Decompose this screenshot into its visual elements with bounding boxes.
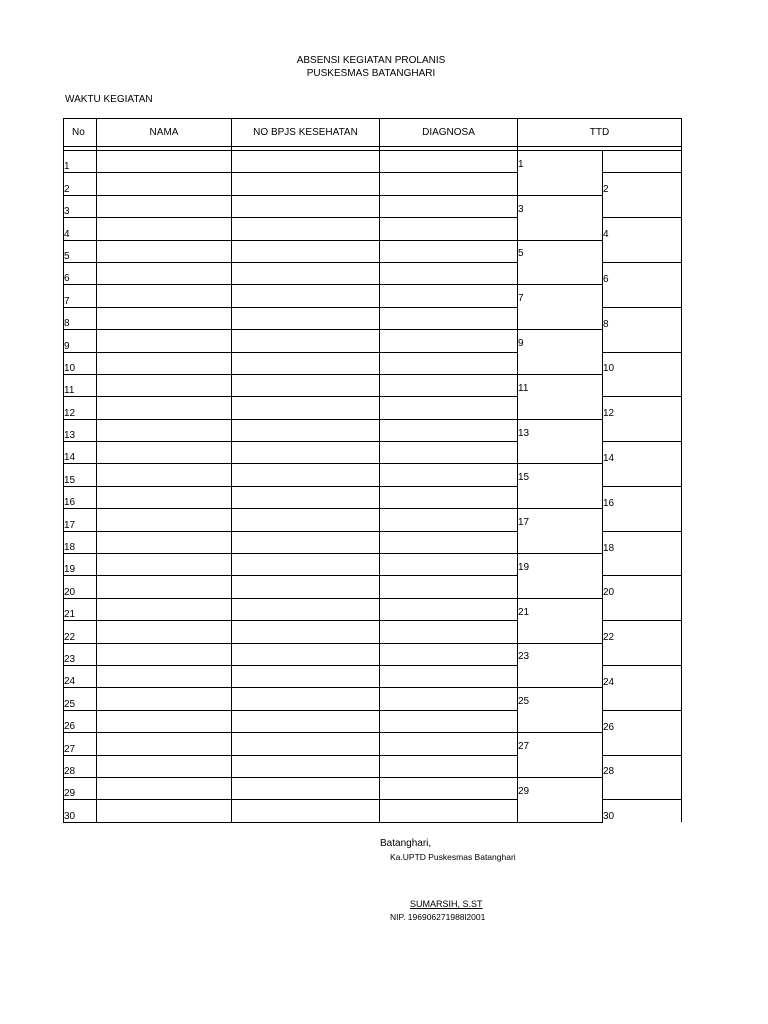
bpjs-cell[interactable] [232,733,380,755]
row-number-cell: 8 [64,307,97,329]
ttd-left-cell[interactable] [518,262,603,284]
nama-cell[interactable] [97,777,232,799]
row-number-cell: 15 [64,464,97,486]
ttd-left-cell[interactable] [518,710,603,732]
ttd-right-cell[interactable] [603,576,682,598]
ttd-right-cell[interactable] [603,755,682,777]
ttd-left-cell[interactable] [518,285,603,307]
nama-cell[interactable] [97,576,232,598]
row-number-cell: 23 [64,643,97,665]
nama-cell[interactable] [97,665,232,687]
diagnosa-cell[interactable] [380,464,518,486]
row-number-cell: 10 [64,352,97,374]
table-row [64,486,682,508]
ttd-left-number: 9 [518,338,524,350]
table-row [64,352,682,374]
ttd-left-number: 23 [518,651,530,663]
ttd-left-cell[interactable] [518,621,603,643]
ttd-right-number: 10 [603,363,615,375]
diagnosa-cell[interactable] [380,352,518,374]
ttd-right-cell[interactable] [603,397,682,419]
ttd-right-cell[interactable] [603,419,682,441]
row-number-cell: 14 [64,442,97,464]
ttd-right-cell[interactable] [603,554,682,576]
nama-cell[interactable] [97,397,232,419]
ttd-right-cell[interactable] [603,800,682,822]
diagnosa-cell[interactable] [380,755,518,777]
ttd-left-cell[interactable] [518,330,603,352]
diagnosa-cell[interactable] [380,777,518,799]
ttd-right-number: 12 [603,408,615,420]
row-number-cell: 26 [64,710,97,732]
ttd-left-cell[interactable] [518,755,603,777]
ttd-left-cell[interactable] [518,442,603,464]
ttd-left-cell[interactable] [518,352,603,374]
ttd-right-number: 4 [603,229,609,241]
table-row [64,710,682,732]
ttd-left-cell[interactable] [518,307,603,329]
table-row [64,330,682,352]
diagnosa-cell[interactable] [380,800,518,822]
diagnosa-cell[interactable] [380,665,518,687]
ttd-right-cell[interactable] [603,352,682,374]
bpjs-cell[interactable] [232,464,380,486]
bpjs-cell[interactable] [232,151,380,173]
table-row [64,307,682,329]
ttd-left-number: 11 [518,382,529,394]
row-number-cell: 19 [64,554,97,576]
bpjs-cell[interactable] [232,419,380,441]
diagnosa-cell[interactable] [380,307,518,329]
ttd-right-cell[interactable] [603,665,682,687]
table-row [64,374,682,396]
ttd-right-cell[interactable] [603,262,682,284]
table-row [64,285,682,307]
diagnosa-cell[interactable] [380,643,518,665]
diagnosa-cell[interactable] [380,621,518,643]
bpjs-cell[interactable] [232,374,380,396]
ttd-left-number: 7 [518,293,524,305]
ttd-right-cell[interactable] [603,464,682,486]
ttd-left-number: 25 [518,696,530,708]
ttd-right-cell[interactable] [603,218,682,240]
ttd-left-number: 19 [518,561,530,573]
ttd-left-cell[interactable] [518,598,603,620]
waktu-kegiatan-label: WAKTU KEGIATAN [65,94,153,105]
row-number-cell: 22 [64,621,97,643]
row-number-cell: 5 [64,240,97,262]
ttd-left-cell[interactable] [518,688,603,710]
nama-cell[interactable] [97,218,232,240]
diagnosa-cell[interactable] [380,598,518,620]
row-number-cell: 9 [64,330,97,352]
ttd-left-cell[interactable] [518,554,603,576]
table-row [64,464,682,486]
bpjs-cell[interactable] [232,195,380,217]
nama-cell[interactable] [97,195,232,217]
table-row [64,397,682,419]
ttd-right-cell[interactable] [603,173,682,195]
column-header-diagnosa: DIAGNOSA [380,119,518,147]
bpjs-cell[interactable] [232,307,380,329]
nama-cell[interactable] [97,285,232,307]
row-number-cell: 13 [64,419,97,441]
row-number-cell: 30 [64,800,97,822]
ttd-left-cell[interactable] [518,173,603,195]
ttd-right-cell[interactable] [603,195,682,217]
bpjs-cell[interactable] [232,531,380,553]
row-number-cell: 12 [64,397,97,419]
signer-name: SUMARSIH, S.ST [410,899,483,909]
ttd-left-number: 3 [518,203,524,215]
nama-cell[interactable] [97,554,232,576]
diagnosa-cell[interactable] [380,262,518,284]
table-row [64,688,682,710]
column-header-no: No [64,119,97,147]
bpjs-cell[interactable] [232,397,380,419]
column-header-ttd: TTD [518,119,682,147]
nama-cell[interactable] [97,151,232,173]
ttd-left-cell[interactable] [518,374,603,396]
nama-cell[interactable] [97,688,232,710]
title-line-1: ABSENSI KEGIATAN PROLANIS [296,55,446,66]
row-number-cell: 6 [64,262,97,284]
table-header-row [64,119,682,147]
ttd-left-number: 27 [518,741,530,753]
nama-cell[interactable] [97,352,232,374]
row-number-cell: 20 [64,576,97,598]
nama-cell[interactable] [97,486,232,508]
ttd-left-cell[interactable] [518,397,603,419]
row-number-cell: 1 [64,151,97,173]
ttd-right-cell[interactable] [603,777,682,799]
nama-cell[interactable] [97,330,232,352]
diagnosa-cell[interactable] [380,442,518,464]
nama-cell[interactable] [97,442,232,464]
table-row [64,665,682,687]
table-row [64,554,682,576]
ttd-left-number: 15 [518,472,530,484]
ttd-right-cell[interactable] [603,733,682,755]
ttd-left-number [518,819,602,822]
column-header-bpjs: NO BPJS KESEHATAN [232,119,380,147]
nama-cell[interactable] [97,755,232,777]
ttd-right-number: 22 [603,632,615,644]
ttd-right-cell[interactable] [603,151,682,173]
bpjs-cell[interactable] [232,509,380,531]
bpjs-cell[interactable] [232,554,380,576]
bpjs-cell[interactable] [232,598,380,620]
ttd-left-cell[interactable] [518,464,603,486]
ttd-left-cell[interactable] [518,777,603,799]
diagnosa-cell[interactable] [380,688,518,710]
ttd-left-number: 17 [518,517,530,529]
bpjs-cell[interactable] [232,240,380,262]
ttd-right-number: 30 [603,811,615,823]
ttd-left-number: 29 [518,785,530,797]
diagnosa-cell[interactable] [380,374,518,396]
diagnosa-cell[interactable] [380,710,518,732]
diagnosa-cell[interactable] [380,531,518,553]
table-row [64,509,682,531]
diagnosa-cell[interactable] [380,195,518,217]
ttd-left-cell[interactable] [518,576,603,598]
table-row [64,576,682,598]
nama-cell[interactable] [97,240,232,262]
table-row [64,733,682,755]
ttd-right-cell[interactable] [603,285,682,307]
diagnosa-cell[interactable] [380,509,518,531]
ttd-right-number: 28 [603,766,615,778]
table-row [64,262,682,284]
ttd-left-cell[interactable] [518,643,603,665]
signature-place: Batanghari, [380,838,432,849]
row-number-cell: 24 [64,665,97,687]
nama-cell[interactable] [97,464,232,486]
table-row [64,173,682,195]
table-row [64,419,682,441]
ttd-right-cell[interactable] [603,688,682,710]
row-number-cell: 27 [64,733,97,755]
ttd-right-cell[interactable] [603,486,682,508]
table-row [64,531,682,553]
nama-cell[interactable] [97,800,232,822]
ttd-right-cell[interactable] [603,442,682,464]
ttd-left-cell[interactable] [518,195,603,217]
nama-cell[interactable] [97,710,232,732]
diagnosa-cell[interactable] [380,576,518,598]
ttd-left-cell[interactable] [518,531,603,553]
row-number-cell: 16 [64,486,97,508]
bpjs-cell[interactable] [232,576,380,598]
ttd-right-cell[interactable] [603,330,682,352]
table-row [64,598,682,620]
ttd-right-cell[interactable] [603,621,682,643]
ttd-right-number: 18 [603,542,615,554]
nama-cell[interactable] [97,531,232,553]
nama-cell[interactable] [97,598,232,620]
table-row [64,800,682,822]
ttd-right-cell[interactable] [603,710,682,732]
ttd-right-cell[interactable] [603,240,682,262]
row-number-cell: 18 [64,531,97,553]
nama-cell[interactable] [97,733,232,755]
ttd-left-cell[interactable] [518,733,603,755]
bpjs-cell[interactable] [232,643,380,665]
diagnosa-cell[interactable] [380,285,518,307]
attendance-table [63,118,682,823]
row-number-cell: 7 [64,285,97,307]
diagnosa-cell[interactable] [380,330,518,352]
bpjs-cell[interactable] [232,621,380,643]
diagnosa-cell[interactable] [380,240,518,262]
nama-cell[interactable] [97,173,232,195]
diagnosa-cell[interactable] [380,733,518,755]
diagnosa-cell[interactable] [380,397,518,419]
bpjs-cell[interactable] [232,800,380,822]
signer-nip: NIP. 196906271988l2001 [390,912,486,922]
row-number-cell: 2 [64,173,97,195]
nama-cell[interactable] [97,643,232,665]
bpjs-cell[interactable] [232,688,380,710]
ttd-left-number: 21 [518,606,530,618]
ttd-right-number: 16 [603,497,615,509]
bpjs-cell[interactable] [232,330,380,352]
row-number-cell: 3 [64,195,97,217]
column-header-nama: NAMA [97,119,232,147]
ttd-right-cell[interactable] [603,374,682,396]
diagnosa-cell[interactable] [380,486,518,508]
ttd-right-number: 6 [603,273,609,285]
row-number-cell: 29 [64,777,97,799]
ttd-left-number: 13 [518,427,530,439]
ttd-right-cell[interactable] [603,531,682,553]
table-row [64,442,682,464]
nama-cell[interactable] [97,621,232,643]
bpjs-cell[interactable] [232,486,380,508]
table-row [64,777,682,799]
table-row [64,621,682,643]
ttd-left-cell[interactable] [518,240,603,262]
ttd-right-cell[interactable] [603,643,682,665]
ttd-left-cell[interactable] [518,218,603,240]
diagnosa-cell[interactable] [380,151,518,173]
bpjs-cell[interactable] [232,442,380,464]
ttd-left-cell[interactable] [518,800,603,822]
nama-cell[interactable] [97,262,232,284]
ttd-right-number: 26 [603,721,615,733]
ttd-right-number: 2 [603,184,609,196]
title-line-2: PUSKESMAS BATANGHARI [306,68,436,79]
diagnosa-cell[interactable] [380,218,518,240]
ttd-right-cell[interactable] [603,509,682,531]
ttd-right-number: 20 [603,587,615,599]
ttd-right-number: 14 [603,452,615,464]
row-number-cell: 28 [64,755,97,777]
table-row [64,195,682,217]
diagnosa-cell[interactable] [380,554,518,576]
nama-cell[interactable] [97,374,232,396]
diagnosa-cell[interactable] [380,173,518,195]
row-number-cell: 17 [64,509,97,531]
ttd-left-number: 1 [518,158,524,170]
nama-cell[interactable] [97,307,232,329]
ttd-left-cell[interactable] [518,419,603,441]
ttd-left-cell[interactable] [518,665,603,687]
nama-cell[interactable] [97,419,232,441]
bpjs-cell[interactable] [232,218,380,240]
bpjs-cell[interactable] [232,285,380,307]
row-number-cell: 25 [64,688,97,710]
signature-position: Ka.UPTD Puskesmas Batanghari [390,852,516,862]
table-row [64,218,682,240]
bpjs-cell[interactable] [232,710,380,732]
table-row [64,240,682,262]
row-number-cell: 4 [64,218,97,240]
ttd-left-cell[interactable] [518,151,603,173]
bpjs-cell[interactable] [232,262,380,284]
table-row [64,755,682,777]
ttd-right-number: 8 [603,318,609,330]
ttd-left-cell[interactable] [518,509,603,531]
table-row [64,151,682,173]
ttd-left-cell[interactable] [518,486,603,508]
table-row [64,643,682,665]
ttd-left-number: 5 [518,248,524,260]
row-number-cell: 11 [64,374,97,396]
bpjs-cell[interactable] [232,755,380,777]
ttd-right-number: 24 [603,676,615,688]
bpjs-cell[interactable] [232,173,380,195]
row-number-cell: 21 [64,598,97,620]
table-body [64,147,682,823]
bpjs-cell[interactable] [232,665,380,687]
document-title [0,54,742,80]
ttd-right-cell[interactable] [603,307,682,329]
bpjs-cell[interactable] [232,777,380,799]
diagnosa-cell[interactable] [380,419,518,441]
bpjs-cell[interactable] [232,352,380,374]
nama-cell[interactable] [97,509,232,531]
ttd-right-cell[interactable] [603,598,682,620]
